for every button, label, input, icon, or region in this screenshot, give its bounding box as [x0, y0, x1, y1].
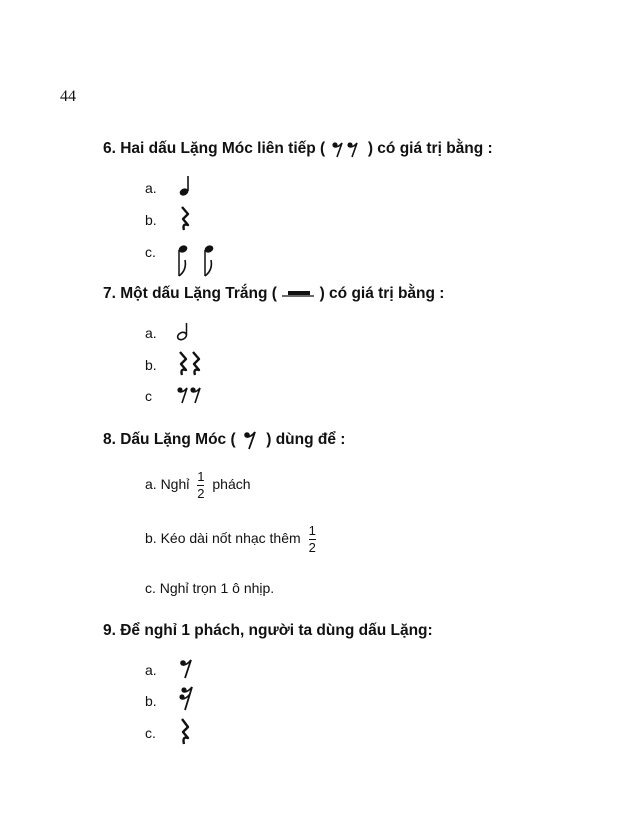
q9-option-c	[145, 725, 156, 741]
question-6	[103, 140, 493, 158]
q7-option-b	[145, 357, 157, 373]
half-rest-icon	[281, 287, 315, 301]
question-6-text: 6. Hai dấu Lặng Móc liên tiếp (	[103, 140, 326, 158]
page-number: 44	[60, 88, 76, 105]
question-8	[103, 430, 345, 450]
q7-option-b-label: b.	[145, 357, 157, 373]
sixteenth-rest-icon	[178, 686, 196, 712]
quarter-rest-icon	[178, 718, 192, 746]
q6-option-c	[145, 244, 156, 260]
fraction-denominator: 2	[197, 486, 205, 501]
q6-option-c-label: c.	[145, 244, 156, 260]
q8-option-a-suffix: phách	[212, 476, 251, 493]
q9-option-b-label: b.	[145, 693, 157, 709]
q8-option-a-prefix: a. Nghỉ	[145, 476, 190, 493]
two-eighth-rests-icon	[330, 140, 364, 158]
two-eighth-notes-icon	[174, 240, 218, 280]
question-9-text: 9. Để nghỉ 1 phách, người ta dùng dấu Lặng:	[103, 622, 433, 639]
question-8-text-end: ) dùng để :	[266, 431, 346, 449]
two-quarter-rests-icon	[176, 351, 206, 377]
half-note-icon	[176, 322, 192, 342]
question-7	[103, 285, 444, 303]
q7-option-c	[145, 388, 152, 404]
q8-option-a	[145, 470, 251, 501]
question-7-text-end: ) có giá trị bằng :	[319, 285, 445, 302]
fraction-denominator: 2	[308, 540, 316, 555]
q7-option-a-label: a.	[145, 325, 157, 341]
fraction-half	[197, 470, 204, 501]
quarter-rest-icon	[178, 206, 192, 232]
q8-option-c	[145, 580, 274, 596]
q9-option-b	[145, 693, 157, 709]
q6-option-b-label: b.	[145, 212, 157, 228]
fraction-numerator: 1	[308, 523, 316, 538]
eighth-rest-icon	[178, 658, 196, 680]
question-8-text: 8. Dấu Lặng Móc (	[103, 431, 236, 449]
q9-option-a-label: a.	[145, 662, 157, 678]
q9-option-a	[145, 662, 157, 678]
q8-option-b	[145, 524, 320, 555]
two-eighth-rests-icon	[176, 386, 206, 406]
fraction-half	[309, 524, 316, 555]
question-9	[103, 622, 433, 640]
q6-option-a-label: a.	[145, 180, 157, 196]
q9-option-c-label: c.	[145, 725, 156, 741]
q8-option-b-prefix: b. Kéo dài nốt nhạc thêm	[145, 530, 301, 547]
eighth-rest-icon	[240, 430, 262, 450]
q7-option-a	[145, 325, 157, 341]
q8-option-c-label: c. Nghỉ trọn 1 ô nhịp.	[145, 580, 275, 596]
question-7-text: 7. Một dấu Lặng Trắng (	[103, 285, 277, 302]
question-6-text-end: ) có giá trị bằng :	[367, 140, 493, 158]
q6-option-b	[145, 212, 157, 228]
quarter-note-icon	[178, 174, 194, 198]
q7-option-c-label: c	[145, 388, 152, 404]
fraction-numerator: 1	[197, 469, 205, 484]
q6-option-a	[145, 180, 157, 196]
